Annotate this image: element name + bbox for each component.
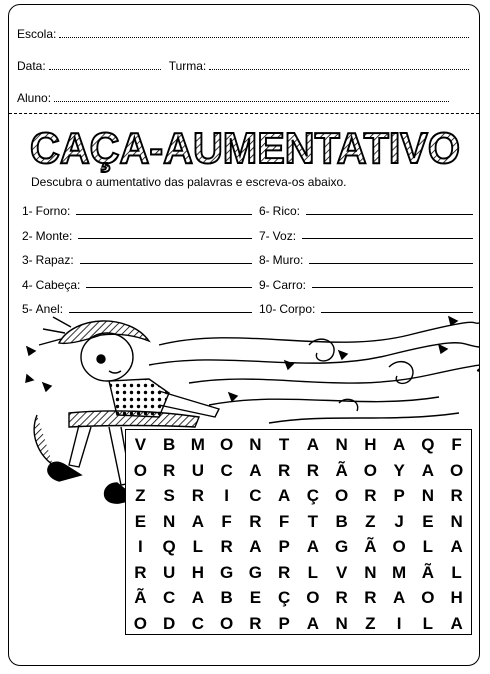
class-label: Turma:: [168, 59, 207, 73]
grid-letter[interactable]: O: [133, 460, 147, 480]
header-divider: [9, 113, 479, 114]
date-label: Data:: [17, 59, 46, 73]
grid-letter[interactable]: A: [392, 588, 406, 608]
grid-letter[interactable]: B: [162, 435, 176, 455]
grid-letter[interactable]: Ç: [277, 588, 291, 608]
grid-letter[interactable]: E: [249, 588, 262, 608]
word-text: Rapaz:: [35, 253, 74, 268]
word-number: 7-: [259, 228, 270, 243]
word-item: [259, 273, 473, 298]
grid-letter[interactable]: R: [249, 613, 262, 633]
student-label: Aluno:: [17, 91, 52, 105]
grid-letter[interactable]: Q: [421, 435, 435, 455]
word-number: 3-: [22, 253, 33, 268]
word-item: [22, 248, 252, 273]
grid-letter[interactable]: Q: [162, 537, 176, 557]
word-item: [259, 199, 473, 224]
word-number: 5-: [22, 302, 33, 317]
grid-letter[interactable]: R: [134, 562, 147, 582]
grid-letter[interactable]: N: [162, 511, 176, 531]
grid-letter[interactable]: Ç: [306, 486, 320, 506]
grid-letter[interactable]: Ã: [335, 460, 348, 480]
instruction-text: Descubra o aumentativo das palavras e escreva-os abaixo.: [31, 175, 347, 189]
grid-letter[interactable]: Ã: [364, 537, 377, 557]
grid-letter[interactable]: R: [364, 588, 377, 608]
grid-letter[interactable]: R: [249, 511, 262, 531]
grid-letter[interactable]: F: [278, 511, 290, 531]
date-class-row: [17, 53, 469, 73]
grid-letter[interactable]: A: [249, 537, 262, 557]
grid-letter[interactable]: U: [191, 460, 205, 480]
grid-letter[interactable]: G: [220, 562, 234, 582]
grid-letter[interactable]: R: [220, 537, 233, 557]
grid-letter[interactable]: E: [134, 511, 147, 531]
header: [9, 5, 479, 113]
grid-letter[interactable]: Ã: [421, 562, 435, 582]
grid-letter[interactable]: I: [138, 537, 143, 557]
title-banner: [25, 121, 465, 173]
grid-letter[interactable]: R: [277, 460, 291, 480]
grid-letter[interactable]: A: [191, 511, 205, 531]
grid-letter[interactable]: L: [451, 562, 462, 582]
word-text: Anel:: [35, 302, 64, 317]
grid-letter[interactable]: R: [364, 486, 377, 506]
school-field[interactable]: [59, 37, 469, 38]
answer-line[interactable]: [78, 238, 252, 239]
word-number: 10-: [259, 302, 277, 317]
grid-letter[interactable]: A: [392, 435, 406, 455]
grid-letter[interactable]: B: [220, 588, 233, 608]
grid-letter[interactable]: N: [249, 435, 262, 455]
answer-line[interactable]: [302, 238, 473, 239]
word-number: 8-: [259, 253, 270, 268]
grid-letter[interactable]: V: [134, 435, 147, 455]
grid-letter[interactable]: N: [364, 562, 377, 582]
grid-letter[interactable]: F: [451, 435, 462, 455]
grid-letter[interactable]: J: [394, 511, 404, 531]
word-text: Rico:: [272, 204, 301, 219]
class-field[interactable]: [209, 69, 469, 70]
worksheet: [8, 4, 480, 666]
grid-letter[interactable]: R: [306, 460, 320, 480]
grid-letter[interactable]: N: [335, 613, 348, 633]
grid-letter[interactable]: B: [335, 511, 348, 531]
grid-letter[interactable]: M: [190, 435, 205, 455]
answer-line[interactable]: [80, 263, 252, 264]
grid-letter[interactable]: N: [450, 511, 463, 531]
grid-letter[interactable]: C: [162, 588, 176, 608]
word-number: 4-: [22, 277, 33, 292]
grid-letter[interactable]: A: [191, 588, 205, 608]
answer-line[interactable]: [309, 263, 473, 264]
word-item: [22, 273, 252, 298]
grid-letter[interactable]: E: [422, 511, 434, 531]
answer-line[interactable]: [86, 287, 252, 288]
grid-letter[interactable]: T: [278, 435, 290, 455]
grid-letter[interactable]: C: [249, 486, 262, 506]
grid-letter[interactable]: Y: [393, 460, 405, 480]
grid-letter[interactable]: R: [335, 588, 348, 608]
grid-letter[interactable]: A: [450, 537, 463, 557]
grid-letter[interactable]: R: [450, 486, 463, 506]
grid-letter[interactable]: U: [162, 562, 176, 582]
grid-letter[interactable]: O: [363, 460, 377, 480]
grid-letter[interactable]: G: [335, 537, 349, 557]
student-field[interactable]: [54, 101, 449, 102]
grid-letter[interactable]: O: [133, 613, 147, 633]
grid-letter[interactable]: O: [306, 588, 320, 608]
grid-letter[interactable]: A: [306, 435, 320, 455]
word-list-right: [259, 199, 473, 322]
word-search-grid: [125, 429, 472, 635]
grid-letter[interactable]: N: [421, 486, 435, 506]
grid-letter[interactable]: P: [278, 537, 290, 557]
word-number: 9-: [259, 277, 270, 292]
grid-letter[interactable]: R: [191, 486, 205, 506]
word-item: [259, 248, 473, 273]
word-text: Voz:: [272, 228, 297, 243]
grid-letter[interactable]: R: [162, 460, 176, 480]
grid-letter[interactable]: O: [421, 588, 435, 608]
grid-letter[interactable]: R: [277, 562, 291, 582]
page-title: CAÇA-AUMENTATIVO: [30, 124, 460, 173]
grid-letter[interactable]: S: [163, 486, 175, 506]
grid-letter[interactable]: G: [248, 562, 262, 582]
grid-letter[interactable]: I: [224, 486, 229, 506]
grid-letter[interactable]: D: [162, 613, 176, 633]
grid-letter[interactable]: C: [191, 613, 205, 633]
grid-letter[interactable]: L: [307, 562, 319, 582]
grid-letter[interactable]: T: [307, 511, 319, 531]
grid-letter[interactable]: A: [450, 613, 463, 633]
grid-letter[interactable]: A: [277, 486, 291, 506]
word-text: Forno:: [35, 204, 71, 219]
grid-letter[interactable]: O: [450, 460, 464, 480]
grid-letter[interactable]: P: [393, 486, 405, 506]
grid-letter[interactable]: O: [220, 435, 234, 455]
grid-letter[interactable]: N: [335, 435, 348, 455]
grid-letter[interactable]: C: [220, 460, 233, 480]
school-label: Escola:: [17, 27, 57, 41]
word-text: Muro:: [272, 253, 304, 268]
grid-letter[interactable]: L: [422, 537, 434, 557]
grid-letter[interactable]: Ã: [134, 588, 147, 608]
grid-letter[interactable]: P: [278, 613, 290, 633]
grid-letter[interactable]: A: [249, 460, 262, 480]
grid-letter[interactable]: L: [422, 613, 434, 633]
date-field[interactable]: [49, 69, 161, 70]
grid-letter[interactable]: A: [306, 537, 320, 557]
word-number: 6-: [259, 204, 270, 219]
word-text: Monte:: [35, 228, 73, 243]
answer-line[interactable]: [306, 214, 473, 215]
grid-letter[interactable]: F: [221, 511, 232, 531]
grid-letter[interactable]: A: [421, 460, 435, 480]
grid-letter[interactable]: I: [396, 613, 402, 633]
word-item: [22, 199, 252, 224]
word-item: [22, 224, 252, 249]
grid-letter[interactable]: H: [450, 588, 463, 608]
word-number: 1-: [22, 204, 33, 219]
student-row: [17, 85, 449, 105]
grid-letter[interactable]: Z: [365, 511, 376, 531]
grid-letter[interactable]: L: [192, 537, 204, 557]
answer-line[interactable]: [312, 287, 473, 288]
grid-letter[interactable]: M: [392, 562, 407, 582]
grid-letter[interactable]: V: [335, 562, 348, 582]
word-list-left: [22, 199, 252, 322]
grid-letter[interactable]: Z: [135, 486, 146, 506]
word-number: 2-: [22, 228, 33, 243]
answer-line[interactable]: [76, 214, 252, 215]
school-row: [17, 21, 469, 41]
word-text: Carro:: [272, 277, 307, 292]
grid-letter[interactable]: H: [191, 562, 205, 582]
grid-letter[interactable]: O: [392, 537, 406, 557]
grid-letter[interactable]: H: [364, 435, 377, 455]
word-text: Cabeça:: [35, 277, 81, 292]
grid-letter[interactable]: O: [220, 613, 234, 633]
grid-letter[interactable]: A: [306, 613, 320, 633]
grid-letter[interactable]: Z: [365, 613, 376, 633]
grid-letter[interactable]: O: [335, 486, 349, 506]
word-item: [259, 224, 473, 249]
word-text: Corpo:: [279, 302, 316, 317]
